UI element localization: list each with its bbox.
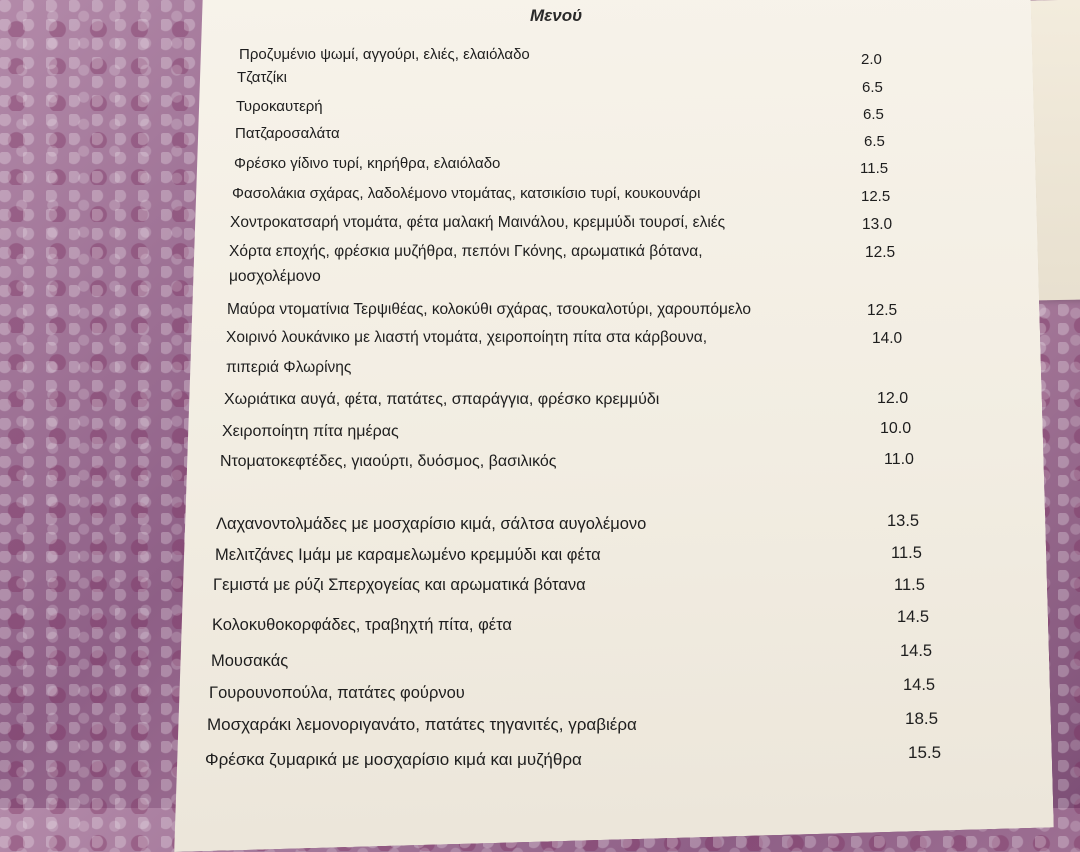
menu-item-name: Γουρουνοπούλα, πατάτες φούρνου [209,684,465,702]
menu-item-name-continuation: μοσχολέμονο [229,268,321,285]
menu-item-name: Φρέσκα ζυμαρικά με μοσχαρίσιο κιμά και μυζήθρα [205,750,582,769]
menu-item-name: Μελιτζάνες Ιμάμ με καραμελωμένο κρεμμύδι και φέτα [215,546,601,564]
menu-item-name: Ντοματοκεφτέδες, γιαούρτι, δυόσμος, βασιλικός [220,453,557,470]
menu-item-name: Πατζαροσαλάτα [235,125,340,142]
menu-item-name-continuation: πιπεριά Φλωρίνης [226,359,352,376]
menu-item-price: 14.5 [900,642,933,660]
menu-item-price: 15.5 [908,743,942,762]
menu-item-name: Χόρτα εποχής, φρέσκια μυζήθρα, πεπόνι Γκόνης, αρωματικά βότανα, [229,243,703,260]
menu-item-name: Γεμιστά με ρύζι Σπερχογείας και αρωματικά βότανα [213,576,586,594]
menu-item-price: 13.5 [887,512,920,530]
menu-item-price: 12.5 [867,302,898,319]
menu-item-price: 14.5 [903,676,936,694]
menu-item-price: 11.0 [884,451,914,468]
menu-item-price: 6.5 [862,79,883,96]
menu-item-price: 6.5 [864,133,885,150]
menu-item-name: Τυροκαυτερή [236,98,323,115]
menu-item-price: 14.5 [897,608,930,626]
menu-item-name: Μαύρα ντοματίνια Τερψιθέας, κολοκύθι σχάρας, τσουκαλοτύρι, χαρουπόμελο [227,301,751,318]
menu-item-price: 12.5 [865,244,896,261]
menu-item-price: 11.5 [860,160,889,177]
menu-item-name: Μοσχαράκι λεμονοριγανάτο, πατάτες τηγανιτές, γραβιέρα [207,715,637,734]
menu-title: Μενού [530,6,583,25]
menu-item-price: 14.0 [872,330,903,347]
menu-item-name: Χοιρινό λουκάνικο με λιαστή ντομάτα, χειροποίητη πίτα στα κάρβουνα, [226,329,708,346]
menu-item-price: 6.5 [863,106,884,123]
menu-item-price: 12.0 [877,390,909,407]
menu-item-price: 12.5 [861,188,891,205]
menu-item-price: 13.0 [862,216,893,233]
menu-item-price: 18.5 [905,709,939,728]
menu-item-name: Μουσακάς [211,652,289,670]
menu-item-name: Χοντροκατσαρή ντομάτα, φέτα μαλακή Μαινάλου, κρεμμύδι τουρσί, ελιές [230,214,726,231]
menu-item-price: 2.0 [861,51,882,68]
menu-item-name: Προζυμένιο ψωμί, αγγούρι, ελιές, ελαιόλαδο [239,46,530,63]
menu-item-name: Τζατζίκι [237,69,287,86]
menu-item-name: Χωριάτικα αυγά, φέτα, πατάτες, σπαράγγια, φρέσκο κρεμμύδι [224,391,660,408]
menu-item-price: 10.0 [880,420,912,437]
menu-item-price: 11.5 [894,576,925,594]
menu-item-name: Κολοκυθοκορφάδες, τραβηχτή πίτα, φέτα [212,616,512,634]
menu-item-name: Χειροποίητη πίτα ημέρας [222,423,399,440]
menu-item-name: Φρέσκο γίδινο τυρί, κηρήθρα, ελαιόλαδο [234,155,501,172]
menu-item-price: 11.5 [891,544,922,562]
menu-item-name: Φασολάκια σχάρας, λαδολέμονο ντομάτας, κατσικίσιο τυρί, κουκουνάρι [232,185,701,202]
menu-item-name: Λαχανοντολμάδες με μοσχαρίσιο κιμά, σάλτσα αυγολέμονο [216,515,647,533]
